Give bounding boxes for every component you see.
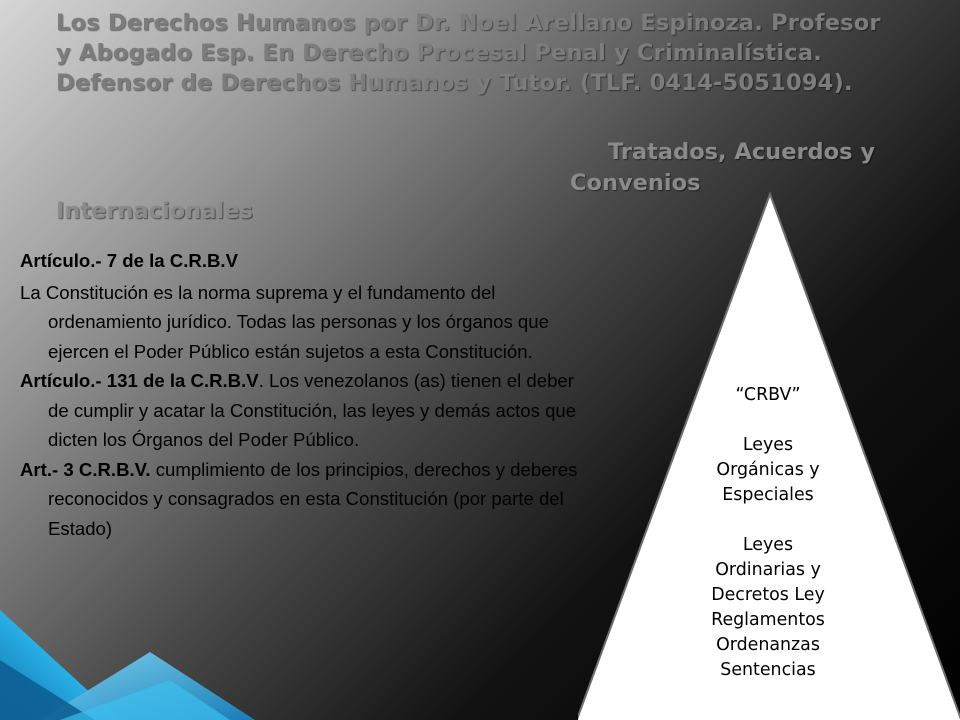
subtitle-line-3: Internacionales xyxy=(56,198,253,224)
pyramid-level-ordinary-1: Leyes xyxy=(742,535,794,555)
title-line-2: y Abogado Esp. En Derecho Procesal Penal y Criminalística. xyxy=(56,40,822,66)
body-text xyxy=(20,246,580,543)
subtitle-line-1: Tratados, Acuerdos y xyxy=(608,139,876,165)
legal-hierarchy-pyramid xyxy=(578,190,960,720)
pyramid-labels xyxy=(668,383,868,683)
article-131-heading: Artículo.- 131 de la C.R.B.V xyxy=(20,370,259,391)
pyramid-level-ordinary-2: Ordinarias y xyxy=(715,560,821,580)
pyramid-level-ordinary-3: Decretos Ley xyxy=(711,585,825,605)
pyramid-level-regulations: Reglamentos xyxy=(711,610,825,630)
pyramid-level-crbv: “CRBV” xyxy=(735,385,801,405)
title-line-3: Defensor de Derechos Humanos y Tutor. (TLF. 0414-5051094). xyxy=(56,70,853,96)
article-7-heading: Artículo.- 7 de la C.R.B.V xyxy=(20,250,238,271)
pyramid-level-organic-2: Orgánicas y xyxy=(716,460,820,480)
pyramid-level-organic-3: Especiales xyxy=(722,485,814,505)
article-3-heading: Art.- 3 C.R.B.V. xyxy=(20,458,151,480)
decorative-blue-swoosh xyxy=(0,590,260,720)
article-3-paragraph xyxy=(20,455,580,544)
subtitle-line-2: Convenios xyxy=(570,170,701,196)
pyramid-level-sentences: Sentencias xyxy=(720,660,816,680)
pyramid-level-organic-1: Leyes xyxy=(742,435,794,455)
article-3-text: cumplimiento de los principios, derechos y deberes reconocidos y consagrados en esta Constitución (por parte del Estado) xyxy=(48,458,578,539)
article-131-paragraph xyxy=(20,366,580,455)
slide-title xyxy=(56,8,936,98)
pyramid-level-ordinances: Ordenanzas xyxy=(716,635,820,655)
article-131-text: . Los venezolanos (as) tienen el deber de cumplir y acatar la Constitución, las leyes y demás actos que dicten los Órganos del Poder Público. xyxy=(48,370,577,450)
title-line-1: Los Derechos Humanos por Dr. Noel Arellano Espinoza. Profesor xyxy=(56,10,881,36)
article-7-text: La Constitución es la norma suprema y el fundamento del ordenamiento jurídico. Todas las personas y los órganos que ejercen el Poder Público están sujetos a esta Constitución. xyxy=(20,281,549,362)
